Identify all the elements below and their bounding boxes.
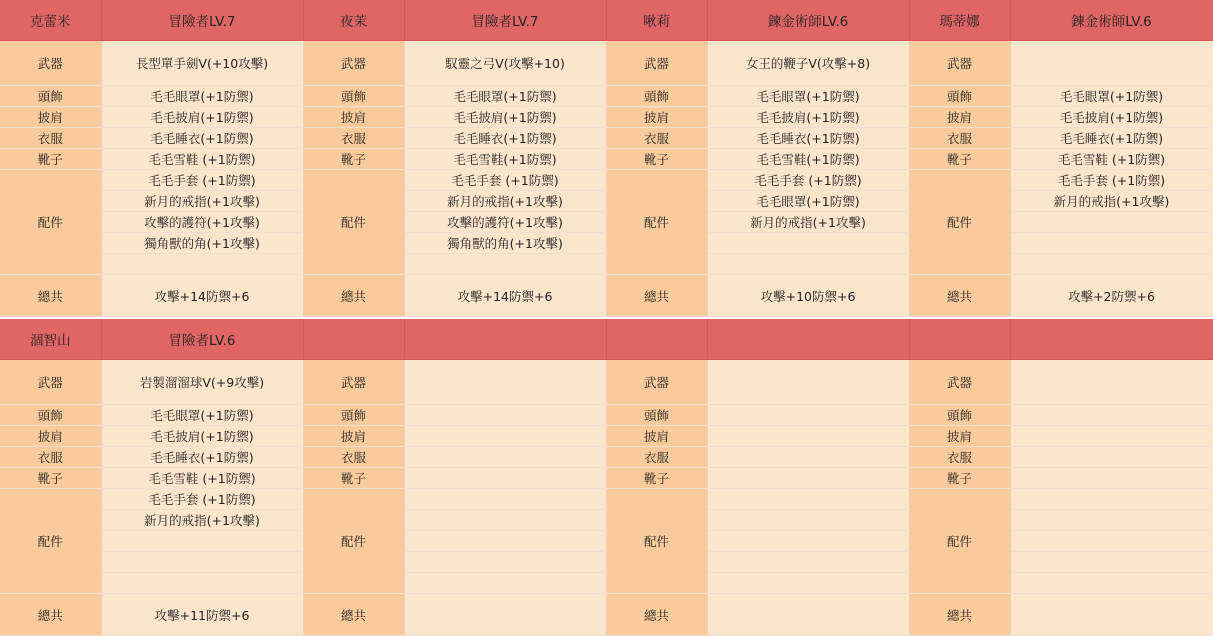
head-label-cell[interactable]: 頭飾 (303, 86, 404, 107)
total-row (0, 594, 1213, 636)
accessory-value-cell[interactable]: 獨角獸的角(+1攻擊) (404, 233, 606, 254)
head-label-cell[interactable]: 頭飾 (606, 86, 707, 107)
accessory-value-cell[interactable] (707, 254, 909, 275)
accessory-value-cell[interactable] (1010, 510, 1213, 531)
accessory-value-cell[interactable]: 毛毛手套 (+1防禦) (1010, 170, 1213, 191)
accessory-value-cell[interactable] (1010, 552, 1213, 573)
head-value-cell[interactable] (404, 405, 606, 426)
cape-label-cell[interactable]: 披肩 (606, 426, 707, 447)
accessory-value-cell[interactable] (707, 552, 909, 573)
accessory-value-cell[interactable] (404, 573, 606, 594)
head-value-cell[interactable]: 毛毛眼罩(+1防禦) (101, 86, 303, 107)
accessory-value-cell[interactable] (404, 552, 606, 573)
clothes-label-cell[interactable]: 衣服 (0, 128, 101, 149)
character-name-cell[interactable] (606, 319, 707, 360)
weapon-value-cell[interactable]: 女王的鞭子V(攻擊+8) (707, 41, 909, 86)
cape-label-cell[interactable]: 披肩 (909, 426, 1010, 447)
shoes-label-cell[interactable]: 靴子 (909, 468, 1010, 489)
shoes-value-cell[interactable] (1010, 468, 1213, 489)
weapon-label-cell[interactable]: 武器 (0, 41, 101, 86)
accessory-value-cell[interactable] (101, 254, 303, 275)
accessory-label-cell[interactable]: 配件 (303, 170, 404, 275)
character-class-level-cell[interactable] (404, 319, 606, 360)
total-label-cell[interactable]: 總共 (909, 275, 1010, 317)
accessory-value-cell[interactable]: 毛毛手套 (+1防禦) (404, 170, 606, 191)
character-header-row (0, 319, 1213, 360)
accessory-value-cell[interactable]: 新月的戒指(+1攻擊) (707, 212, 909, 233)
accessory-value-cell[interactable] (707, 233, 909, 254)
total-value-cell[interactable] (707, 594, 909, 636)
total-value-cell[interactable]: 攻擊+14防禦+6 (404, 275, 606, 317)
character-class-level-cell[interactable] (707, 319, 909, 360)
head-label-cell[interactable]: 頭飾 (303, 405, 404, 426)
weapon-label-cell[interactable]: 武器 (606, 41, 707, 86)
cape-row (0, 107, 1213, 128)
total-label-cell[interactable]: 總共 (303, 594, 404, 636)
weapon-value-cell[interactable] (1010, 41, 1213, 86)
accessory-label-cell[interactable]: 配件 (909, 170, 1010, 275)
accessory-value-cell[interactable] (707, 531, 909, 552)
accessory-value-cell[interactable] (1010, 531, 1213, 552)
clothes-label-cell[interactable]: 衣服 (0, 447, 101, 468)
accessory-value-cell[interactable]: 新月的戒指(+1攻擊) (1010, 191, 1213, 212)
clothes-label-cell[interactable]: 衣服 (606, 447, 707, 468)
accessory-value-cell[interactable]: 毛毛手套 (+1防禦) (707, 170, 909, 191)
accessory-value-cell[interactable]: 攻擊的護符(+1攻擊) (404, 212, 606, 233)
head-label-cell[interactable]: 頭飾 (0, 405, 101, 426)
cape-value-cell[interactable]: 毛毛披肩(+1防禦) (101, 426, 303, 447)
shoes-label-cell[interactable]: 靴子 (0, 468, 101, 489)
weapon-value-cell[interactable] (404, 360, 606, 405)
clothes-value-cell[interactable]: 毛毛睡衣(+1防禦) (101, 447, 303, 468)
accessory-value-cell[interactable] (707, 489, 909, 510)
head-label-cell[interactable]: 頭飾 (606, 405, 707, 426)
clothes-value-cell[interactable]: 毛毛睡衣(+1防禦) (404, 128, 606, 149)
cape-label-cell[interactable]: 披肩 (0, 426, 101, 447)
total-label-cell[interactable]: 總共 (606, 275, 707, 317)
cape-value-cell[interactable] (404, 426, 606, 447)
shoes-value-cell[interactable] (404, 468, 606, 489)
shoes-value-cell[interactable]: 毛毛雪鞋(+1防禦) (404, 149, 606, 170)
accessory-value-cell[interactable] (707, 573, 909, 594)
weapon-value-cell[interactable] (707, 360, 909, 405)
shoes-value-cell[interactable]: 毛毛雪鞋 (+1防禦) (1010, 149, 1213, 170)
cape-value-cell[interactable] (707, 426, 909, 447)
total-label-cell[interactable]: 總共 (0, 594, 101, 636)
cape-label-cell[interactable]: 披肩 (0, 107, 101, 128)
weapon-row (0, 360, 1213, 405)
accessory-value-cell[interactable]: 新月的戒指(+1攻擊) (101, 510, 303, 531)
character-name-cell[interactable]: 啾莉 (606, 0, 707, 41)
accessory-label-cell[interactable]: 配件 (606, 489, 707, 594)
clothes-value-cell[interactable] (404, 447, 606, 468)
accessory-value-cell[interactable]: 獨角獸的角(+1攻擊) (101, 233, 303, 254)
clothes-label-cell[interactable]: 衣服 (303, 447, 404, 468)
total-value-cell[interactable]: 攻擊+10防禦+6 (707, 275, 909, 317)
character-name-cell[interactable] (303, 319, 404, 360)
shoes-label-cell[interactable]: 靴子 (606, 468, 707, 489)
shoes-label-cell[interactable]: 靴子 (303, 468, 404, 489)
cape-row (0, 426, 1213, 447)
weapon-label-cell[interactable]: 武器 (303, 41, 404, 86)
shoes-label-cell[interactable]: 靴子 (0, 149, 101, 170)
accessory-label-cell[interactable]: 配件 (909, 489, 1010, 594)
cape-label-cell[interactable]: 披肩 (303, 426, 404, 447)
head-value-cell[interactable]: 毛毛眼罩(+1防禦) (404, 86, 606, 107)
head-value-cell[interactable] (1010, 405, 1213, 426)
shoes-value-cell[interactable]: 毛毛雪鞋 (+1防禦) (101, 149, 303, 170)
total-label-cell[interactable]: 總共 (303, 275, 404, 317)
shoes-label-cell[interactable]: 靴子 (606, 149, 707, 170)
weapon-row (0, 41, 1213, 86)
cape-value-cell[interactable]: 毛毛披肩(+1防禦) (707, 107, 909, 128)
weapon-label-cell[interactable]: 武器 (0, 360, 101, 405)
cape-value-cell[interactable]: 毛毛披肩(+1防禦) (1010, 107, 1213, 128)
accessory-value-cell[interactable] (404, 531, 606, 552)
character-name-cell[interactable]: 涸智山 (0, 319, 101, 360)
weapon-value-cell[interactable]: 岩製溜溜球V(+9攻擊) (101, 360, 303, 405)
shoes-value-cell[interactable] (707, 468, 909, 489)
total-value-cell[interactable]: 攻擊+2防禦+6 (1010, 275, 1213, 317)
head-row (0, 405, 1213, 426)
accessory-value-cell[interactable] (1010, 573, 1213, 594)
character-name-cell[interactable]: 克蕾米 (0, 0, 101, 41)
clothes-label-cell[interactable]: 衣服 (909, 447, 1010, 468)
accessory-value-cell[interactable] (101, 573, 303, 594)
character-class-level-cell[interactable]: 冒險者LV.6 (101, 319, 303, 360)
weapon-value-cell[interactable]: 長型單手劍V(+10攻擊) (101, 41, 303, 86)
accessory-label-cell[interactable]: 配件 (0, 489, 101, 594)
weapon-label-cell[interactable]: 武器 (606, 360, 707, 405)
shoes-row (0, 468, 1213, 489)
head-label-cell[interactable]: 頭飾 (909, 405, 1010, 426)
cape-value-cell[interactable]: 毛毛披肩(+1防禦) (101, 107, 303, 128)
character-header-row (0, 0, 1213, 41)
accessory-value-cell[interactable]: 毛毛手套 (+1防禦) (101, 170, 303, 191)
character-name-cell[interactable]: 夜茉 (303, 0, 404, 41)
accessory-label-cell[interactable]: 配件 (0, 170, 101, 275)
head-value-cell[interactable]: 毛毛眼罩(+1防禦) (1010, 86, 1213, 107)
head-value-cell[interactable]: 毛毛眼罩(+1防禦) (101, 405, 303, 426)
shoes-row (0, 149, 1213, 170)
character-class-level-cell[interactable] (1010, 319, 1213, 360)
accessory-label-cell[interactable]: 配件 (606, 170, 707, 275)
head-row (0, 86, 1213, 107)
cape-value-cell[interactable]: 毛毛披肩(+1防禦) (404, 107, 606, 128)
accessory-value-cell[interactable] (101, 552, 303, 573)
weapon-label-cell[interactable]: 武器 (909, 360, 1010, 405)
head-value-cell[interactable] (707, 405, 909, 426)
clothes-value-cell[interactable]: 毛毛睡衣(+1防禦) (1010, 128, 1213, 149)
accessory-value-cell[interactable] (707, 510, 909, 531)
total-label-cell[interactable]: 總共 (909, 594, 1010, 636)
accessory-value-cell[interactable] (1010, 254, 1213, 275)
character-class-level-cell[interactable]: 冒險者LV.7 (101, 0, 303, 41)
accessory-value-cell[interactable]: 攻擊的護符(+1攻擊) (101, 212, 303, 233)
clothes-label-cell[interactable]: 衣服 (909, 128, 1010, 149)
weapon-value-cell[interactable] (1010, 360, 1213, 405)
accessory-row (0, 170, 1213, 191)
accessory-value-cell[interactable]: 毛毛眼罩(+1防禦) (707, 191, 909, 212)
weapon-value-cell[interactable]: 馭靈之弓V(攻擊+10) (404, 41, 606, 86)
shoes-label-cell[interactable]: 靴子 (909, 149, 1010, 170)
accessory-value-cell[interactable] (1010, 489, 1213, 510)
weapon-label-cell[interactable]: 武器 (303, 360, 404, 405)
accessory-value-cell[interactable] (404, 254, 606, 275)
character-name-cell[interactable]: 瑪蒂娜 (909, 0, 1010, 41)
clothes-row (0, 128, 1213, 149)
shoes-value-cell[interactable]: 毛毛雪鞋(+1防禦) (707, 149, 909, 170)
character-class-level-cell[interactable]: 冒險者LV.7 (404, 0, 606, 41)
shoes-value-cell[interactable]: 毛毛雪鞋 (+1防禦) (101, 468, 303, 489)
clothes-value-cell[interactable] (1010, 447, 1213, 468)
clothes-row (0, 447, 1213, 468)
total-value-cell[interactable]: 攻擊+11防禦+6 (101, 594, 303, 636)
total-row (0, 275, 1213, 317)
accessory-row (0, 489, 1213, 510)
cape-label-cell[interactable]: 披肩 (606, 107, 707, 128)
cape-value-cell[interactable] (1010, 426, 1213, 447)
accessory-value-cell[interactable] (1010, 233, 1213, 254)
accessory-value-cell[interactable] (404, 489, 606, 510)
head-label-cell[interactable]: 頭飾 (909, 86, 1010, 107)
total-label-cell[interactable]: 總共 (0, 275, 101, 317)
clothes-value-cell[interactable] (707, 447, 909, 468)
head-value-cell[interactable]: 毛毛眼罩(+1防禦) (707, 86, 909, 107)
accessory-value-cell[interactable] (1010, 212, 1213, 233)
character-class-level-cell[interactable]: 鍊金術師LV.6 (707, 0, 909, 41)
head-label-cell[interactable]: 頭飾 (0, 86, 101, 107)
character-name-cell[interactable] (909, 319, 1010, 360)
accessory-value-cell[interactable]: 毛毛手套 (+1防禦) (101, 489, 303, 510)
accessory-label-cell[interactable]: 配件 (303, 489, 404, 594)
accessory-value-cell[interactable]: 新月的戒指(+1攻擊) (101, 191, 303, 212)
clothes-value-cell[interactable]: 毛毛睡衣(+1防禦) (101, 128, 303, 149)
accessory-value-cell[interactable] (101, 531, 303, 552)
cape-label-cell[interactable]: 披肩 (303, 107, 404, 128)
total-value-cell[interactable]: 攻擊+14防禦+6 (101, 275, 303, 317)
total-value-cell[interactable] (1010, 594, 1213, 636)
cape-label-cell[interactable]: 披肩 (909, 107, 1010, 128)
shoes-label-cell[interactable]: 靴子 (303, 149, 404, 170)
clothes-label-cell[interactable]: 衣服 (606, 128, 707, 149)
clothes-label-cell[interactable]: 衣服 (303, 128, 404, 149)
character-class-level-cell[interactable]: 鍊金術師LV.6 (1010, 0, 1213, 41)
accessory-value-cell[interactable]: 新月的戒指(+1攻擊) (404, 191, 606, 212)
total-label-cell[interactable]: 總共 (606, 594, 707, 636)
accessory-value-cell[interactable] (404, 510, 606, 531)
total-value-cell[interactable] (404, 594, 606, 636)
clothes-value-cell[interactable]: 毛毛睡衣(+1防禦) (707, 128, 909, 149)
weapon-label-cell[interactable]: 武器 (909, 41, 1010, 86)
